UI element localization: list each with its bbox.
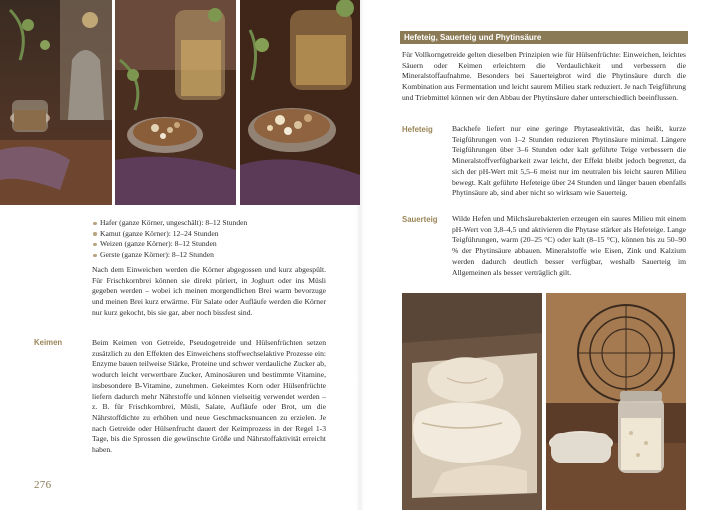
hefeteig-paragraph: Backhefe liefert nur eine geringe Phytaseaktivität, das heißt, kurze Teigführungen von 1–2 Stunden reduzieren Phytinsäure minimal. Längere Teigführungen über 3–6 Stunden oder kalt geführte Teige verbessern die Mineralstoffverfügbarkeit zwar leicht, der Effekt bleibt jedoch begrenzt, da sich der pH-Wert mit 5,5–6 meist nur im neutralen bis leicht sauren Milieu bewegt. Kalt geführte Hefeteige über 24 Stunden und länger bauen ebenfalls Phytinsäure ab, sind aber nicht so wirksam wie Sauerteig. — [452, 124, 686, 198]
sidehead-keimen: Keimen — [34, 338, 63, 347]
intro-paragraph: Für Vollkorngetreide gelten dieselben Prinzipien wie für Hülsenfrüchte: Einweichen, leichtes Säuern oder Keimen erleichtern die Verdaulichkeit und verbessern die Mineralstoffaufnahme. Besonders bei Sauerteigbrot wird die Phytinsäure durch die Kombination aus Fermentation und leicht saurem Milieu stark reduziert. Je nach Teigführung und Triebmittel können wir den Abbau der Phytinsäure daher unterschiedlich beeinflussen. — [402, 50, 686, 102]
list-item: Kamut (ganze Körner): 12–24 Stunden — [92, 229, 332, 240]
section-title-bar: Hefeteig, Sauerteig und Phytinsäure — [400, 31, 688, 44]
photo-sourdough-jar — [546, 293, 686, 510]
sidehead-sauerteig: Sauerteig — [402, 215, 438, 224]
photo-granola-bowl — [115, 0, 236, 205]
list-item: Gerste (ganze Körner): 8–12 Stunden — [92, 250, 332, 261]
page-number: 276 — [34, 479, 52, 491]
sauerteig-paragraph: Wilde Hefen und Milchsäurebakterien erzeugen ein saures Milieu mit einem pH-Wert von 3,8–4,5 und aktivieren die Phytase stärker als Hefeteige. Lange Teigführungen, warm (20–25 °C) oder kalt (8–15 °C), können bis zu 50–90 % der Phytinsäure abbauen. Mineralstoffe wie Eisen, Zink und Kalzium werden dadurch deutlich besser verfügbar, weshalb Sauerteig im Allgemeinen als besser verträglich gilt. — [452, 214, 686, 277]
photo-bread-dough-tray — [402, 293, 542, 510]
keimen-paragraph: Beim Keimen von Getreide, Pseudogetreide und Hülsenfrüchten setzen zusätzlich zu den Effekten des Einweichens stoffwechselaktive Prozesse ein: Enzyme bauen teilweise Stärke, Proteine und schwer verdauliche Zucker ab, wodurch leicht verwertbare Zucker, Aminosäuren und bestimmte Vitamine, insbesondere B-Vitamine, zunehmen. Gekeimtes Korn oder Hülsenfrüchte liefern dadurch mehr Nährstoffe und können vielseitig verwendet werden – z. B. für Frischkornbrei, Müsli, Salate, Aufläufe oder Brot, um die Nährstoffdichte zu erhöhen und neue Geschmacksnuancen zu erzielen. Je nach Getreide oder Hülsenfrucht dauert der Keimprozess in der Regel 1-3 Tage, bis die Sprossen die gewünschte Größe und Nährstoffaktivität erreicht haben. — [92, 338, 326, 455]
list-item: Weizen (ganze Körner): 8–12 Stunden — [92, 239, 332, 250]
sidehead-hefeteig: Hefeteig — [402, 125, 433, 134]
soaking-times-list — [92, 218, 332, 261]
list-item: Hafer (ganze Körner, ungeschält): 8–12 Stunden — [92, 218, 332, 229]
after-soaking-paragraph: Nach dem Einweichen werden die Körner abgegossen und kurz abgespült. Für Frischkornbrei können sie direkt püriert, in Joghurt oder ins Müsli gegeben werden – wobei ich meinen morgendlichen Brei warm bevorzuge und meinen Brei kurz erwärme. Für Salate oder Aufläufe werden die Körner nur kurz gekocht, bis sie gar, aber noch bissfest sind. — [92, 265, 326, 317]
photo-grain-jar-table — [0, 0, 112, 205]
photo-granola-bowl-close — [240, 0, 360, 205]
